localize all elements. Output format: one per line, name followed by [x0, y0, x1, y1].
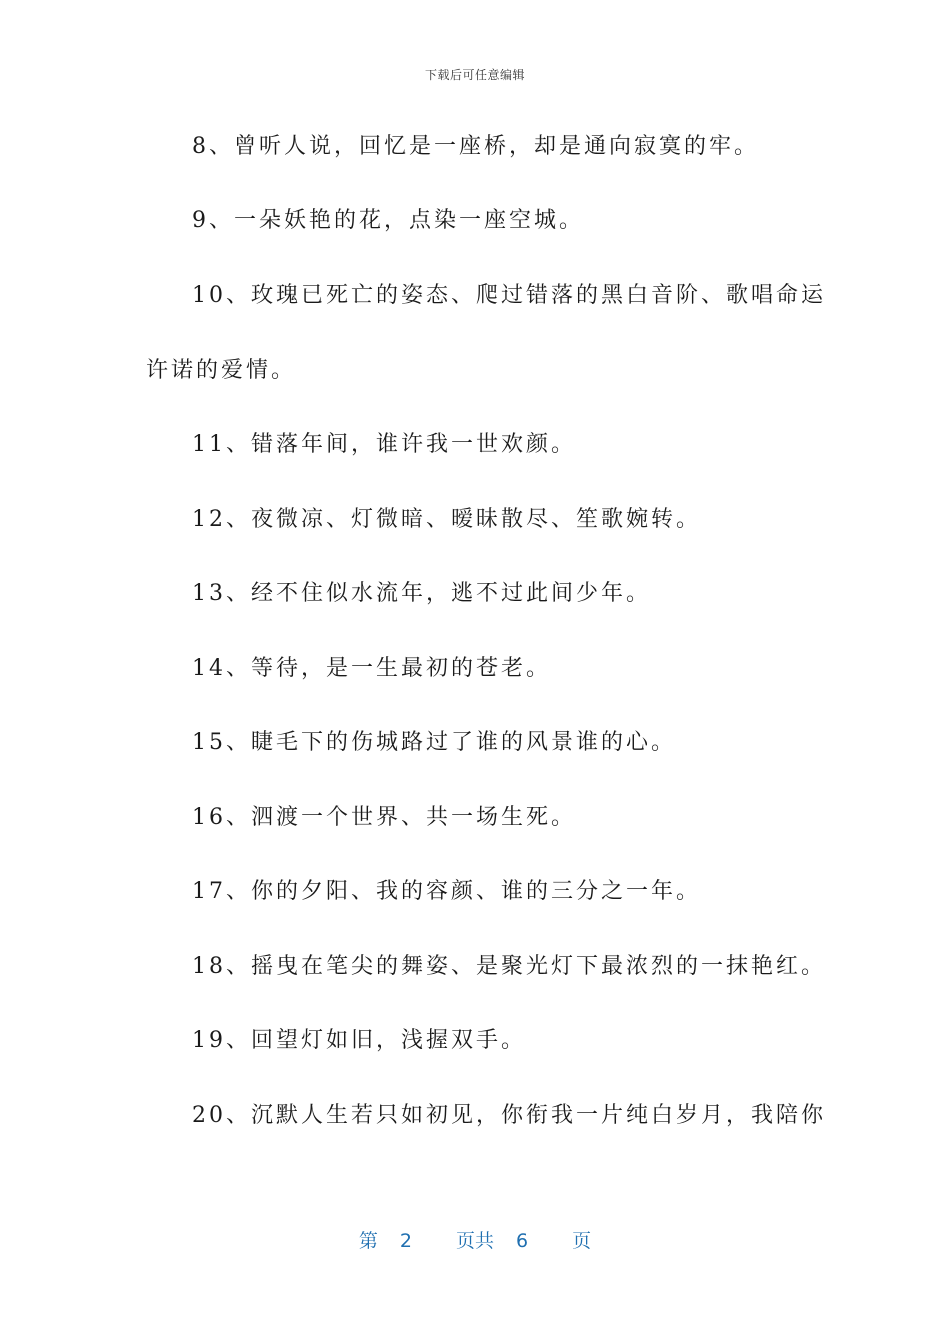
footer-total-pages: 6	[516, 1230, 529, 1252]
footer-suffix: 页	[572, 1230, 592, 1252]
text-line-15: 15、睫毛下的伤城路过了谁的风景谁的心。	[192, 730, 676, 755]
text-line-18: 18、摇曳在笔尖的舞姿、是聚光灯下最浓烈的一抹艳红。	[192, 954, 826, 979]
text-line-13: 13、经不住似水流年，逃不过此间少年。	[192, 581, 651, 606]
text-line-11: 11、错落年间，谁许我一世欢颜。	[192, 432, 576, 457]
text-line-9: 9、一朵妖艳的花，点染一座空城。	[192, 208, 584, 233]
text-line-10: 10、玫瑰已死亡的姿态、爬过错落的黑白音阶、歌唱命运	[192, 283, 826, 308]
text-line-16: 16、泗渡一个世界、共一场生死。	[192, 805, 576, 830]
text-line-20: 20、沉默人生若只如初见，你衔我一片纯白岁月，我陪你	[192, 1103, 826, 1128]
text-line-19: 19、回望灯如旧，浅握双手。	[192, 1028, 526, 1053]
text-line-8: 8、曾听人说，回忆是一座桥，却是通向寂寞的牢。	[192, 134, 759, 159]
text-line-10-continued: 许诺的爱情。	[146, 358, 297, 383]
page-footer	[0, 1226, 950, 1253]
text-line-17: 17、你的夕阳、我的容颜、谁的三分之一年。	[192, 879, 701, 904]
footer-prefix: 第	[358, 1230, 378, 1252]
page-header: 下载后可任意编辑	[424, 68, 525, 82]
text-line-12: 12、夜微凉、灯微暗、暧昧散尽、笙歌婉转。	[192, 507, 701, 532]
footer-current-page: 2	[399, 1230, 412, 1252]
footer-middle: 页共	[455, 1230, 494, 1252]
text-line-14: 14、等待，是一生最初的苍老。	[192, 656, 551, 681]
